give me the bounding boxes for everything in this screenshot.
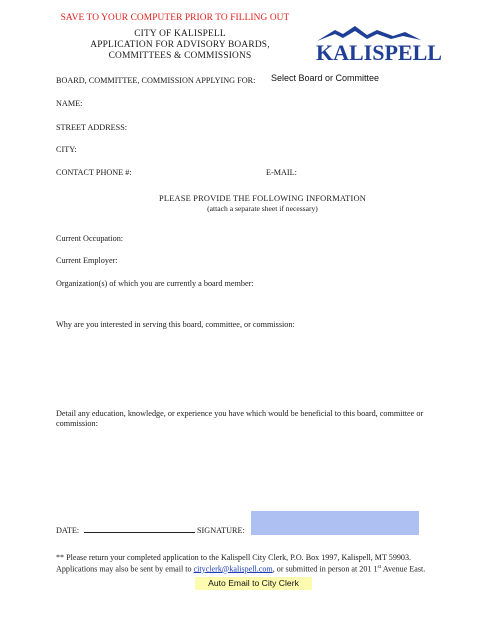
return-text-part2: , or submitted in person at 201 1 [272, 564, 378, 574]
email-label: E-MAIL: [266, 168, 297, 177]
return-text-superscript: st [377, 563, 382, 570]
email-field[interactable] [302, 165, 445, 178]
return-text-part3: Avenue East. [381, 564, 426, 574]
date-label: DATE: [56, 526, 80, 535]
street-address-label: STREET ADDRESS: [56, 123, 128, 132]
name-label: NAME: [56, 99, 83, 108]
form-header [55, 29, 305, 62]
header-city: CITY OF KALISPELL [134, 29, 226, 39]
instructions-subtitle: (attach a separate sheet if necessary) [207, 204, 318, 213]
return-instructions [56, 553, 426, 574]
contact-phone-field[interactable] [138, 165, 263, 178]
street-address-field[interactable] [133, 120, 445, 133]
occupation-field[interactable] [130, 231, 445, 244]
board-select[interactable]: Select Board or Committee [271, 73, 380, 83]
kalispell-logo [313, 24, 442, 65]
logo-text: KALISPELL [316, 40, 442, 65]
contact-phone-label: CONTACT PHONE #: [56, 168, 132, 177]
experience-label: Detail any education, knowledge, or experience you have which would be beneficial to this board, committee or commission: [56, 409, 424, 428]
signature-label: SIGNATURE: [197, 526, 245, 535]
auto-email-button[interactable]: Auto Email to City Clerk [195, 577, 312, 590]
occupation-label: Current Occupation: [56, 234, 124, 243]
board-label: BOARD, COMMITTEE, COMMISSION APPLYING FOR: [56, 76, 256, 85]
header-subtitle: COMMITTEES & COMMISSIONS [108, 51, 252, 61]
return-text-part1: ** Please return your completed application to the Kalispell City Clerk, P.O. Box 1997, Kalispell, MT 59903. Applications may also be sent by email to [56, 553, 412, 574]
instructions-title: PLEASE PROVIDE THE FOLLOWING INFORMATION [159, 194, 366, 203]
name-field[interactable] [85, 96, 445, 109]
city-field[interactable] [80, 142, 445, 155]
employer-label: Current Employer: [56, 256, 118, 265]
why-interested-label: Why are you interested in serving this board, committee, or commission: [56, 320, 295, 329]
header-title: APPLICATION FOR ADVISORY BOARDS, [90, 40, 270, 50]
city-clerk-email-link[interactable]: cityclerk@kalispell.com [193, 564, 273, 574]
save-notice: SAVE TO YOUR COMPUTER PRIOR TO FILLING OUT [60, 13, 290, 23]
date-field[interactable] [84, 532, 195, 533]
signature-field[interactable] [251, 511, 419, 535]
experience-field[interactable] [56, 432, 445, 504]
organizations-label: Organization(s) of which you are currently a board member: [56, 279, 254, 288]
organizations-field[interactable] [56, 290, 445, 316]
why-interested-field[interactable] [56, 332, 445, 402]
city-label: CITY: [56, 145, 77, 154]
employer-field[interactable] [124, 253, 445, 266]
mountain-logo-icon [313, 24, 442, 65]
